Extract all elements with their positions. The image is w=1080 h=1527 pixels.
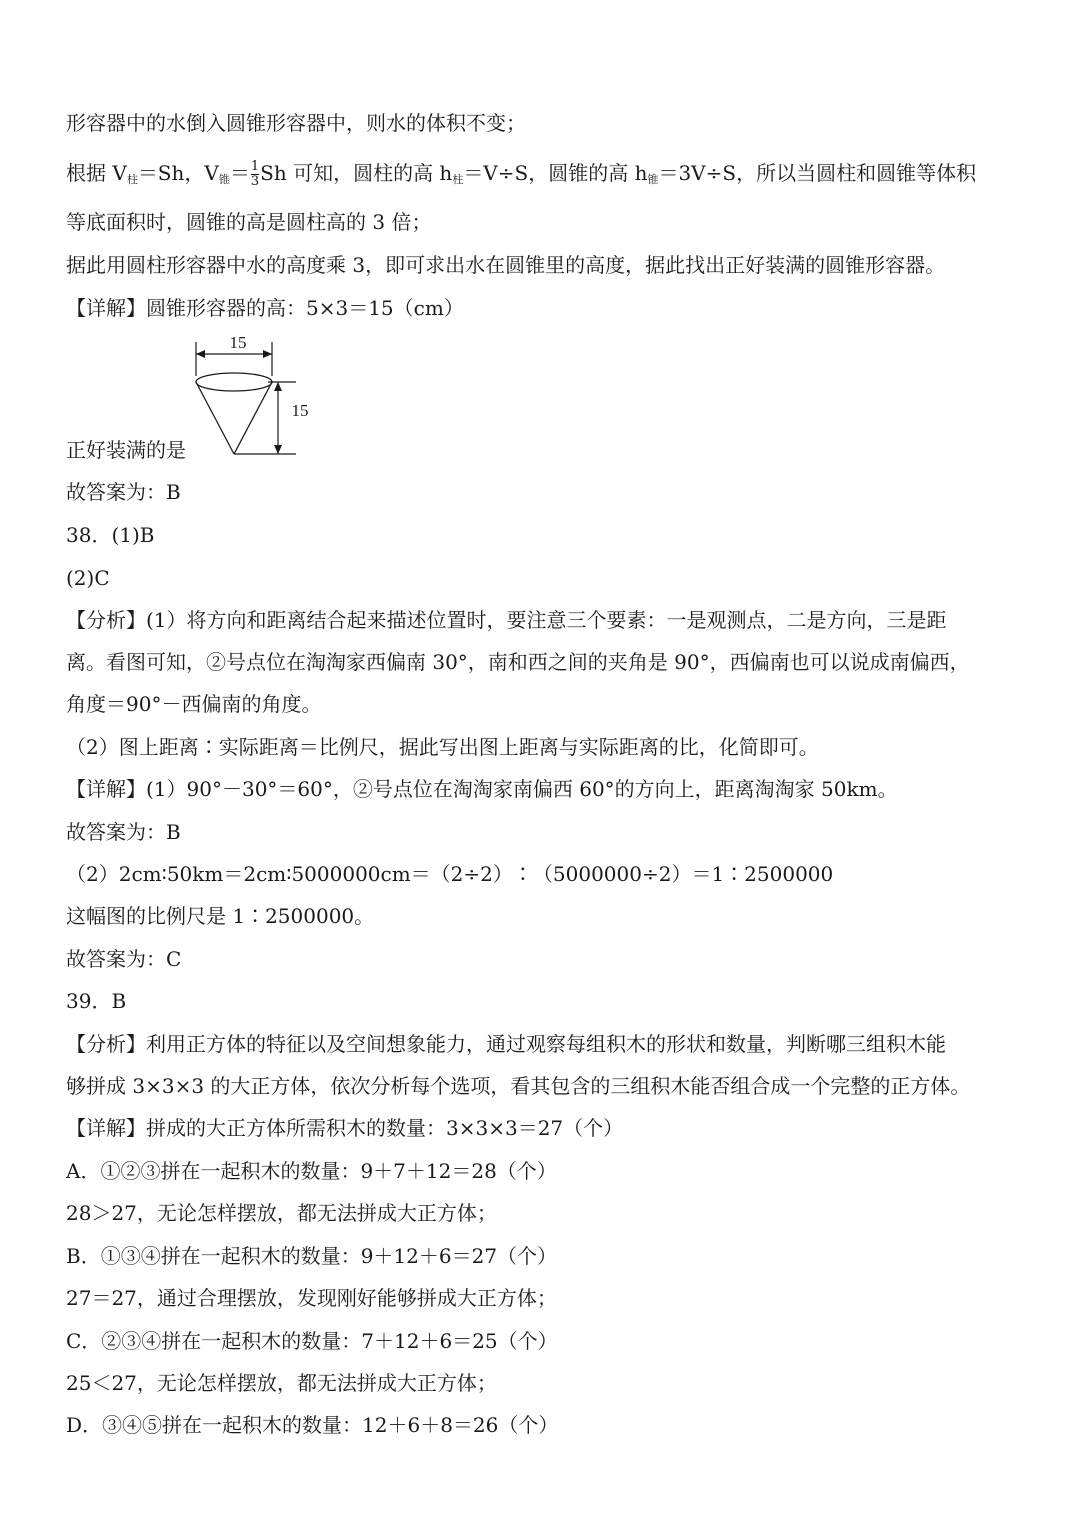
arrowhead [196, 350, 205, 358]
cone-base-ellipse [196, 373, 272, 391]
text-line: (2)C [66, 566, 110, 590]
text-line: 离。看图可知，②号点位在淘淘家西偏南 30°，南和西之间的夹角是 90°，西偏南也可以说成南偏西， [66, 650, 970, 674]
cone-side [196, 382, 234, 454]
text-line: 故答案为：C [66, 947, 182, 971]
text-line: 25＜27，无论怎样摆放，都无法拼成大正方体； [66, 1371, 497, 1395]
text-line: 角度＝90°－西偏南的角度。 [66, 692, 322, 716]
subscript: 锥 [647, 173, 659, 186]
text-line: B．①③④拼在一起积木的数量：9＋12＋6＝27（个） [66, 1244, 558, 1268]
text-line: 形容器中的水倒入圆锥形容器中，则水的体积不变； [66, 111, 526, 135]
text-segment: ＝3V÷S，所以当圆柱和圆锥等体积 [658, 161, 977, 185]
subscript: 柱 [452, 173, 464, 186]
arrowhead [263, 350, 272, 358]
text-line: A．①②③拼在一起积木的数量：9＋7＋12＝28（个） [66, 1159, 557, 1183]
text-line: D．③④⑤拼在一起积木的数量：12＋6＋8＝26（个） [66, 1413, 559, 1437]
text-line: （2）2cm∶50km＝2cm∶5000000cm＝（2÷2）∶（5000000÷2）＝1∶2500000 [66, 862, 834, 886]
text-line: 据此用圆柱形容器中水的高度乘 3，即可求出水在圆锥里的高度，据此找出正好装满的圆锥形容器。 [66, 253, 946, 277]
cone-side [234, 382, 272, 454]
height-label: 15 [291, 401, 308, 420]
arrowhead [274, 382, 282, 391]
text-line: 正好装满的是 [66, 438, 186, 462]
formula-line [66, 160, 976, 193]
arrowhead [274, 445, 282, 454]
subscript: 柱 [126, 173, 138, 186]
width-label: 15 [229, 333, 247, 352]
text-line: 够拼成 3×3×3 的大正方体，依次分析每个选项，看其包含的三组积木能否组合成一个完整的正方体。 [66, 1074, 971, 1098]
text-segment: Sh 可知，圆柱的高 h [260, 161, 453, 185]
text-line: 【分析】(1）将方向和距离结合起来描述位置时，要注意三个要素：一是观测点，二是方向，三是距 [66, 608, 947, 632]
text-line: 等底面积时，圆锥的高是圆柱高的 3 倍； [66, 210, 432, 234]
cone-figure [188, 330, 308, 462]
text-line: 故答案为：B [66, 820, 181, 844]
text-line: 故答案为：B [66, 480, 181, 504]
text-segment: 根据 V [66, 161, 127, 185]
text-line: 【分析】利用正方体的特征以及空间想象能力，通过观察每组积木的形状和数量，判断哪三组积木能 [66, 1032, 946, 1056]
question-number: 39．B [66, 989, 127, 1013]
subscript: 锥 [218, 173, 230, 186]
text-segment: ＝ [229, 161, 250, 185]
fraction-denominator: 3 [250, 174, 260, 189]
text-line: 27＝27，通过合理摆放，发现刚好能够拼成大正方体； [66, 1286, 557, 1310]
fraction [251, 161, 259, 188]
text-line: 【详解】拼成的大正方体所需积木的数量：3×3×3＝27（个） [66, 1116, 624, 1140]
text-segment: ＝Sh，V [137, 161, 219, 185]
question-number: 38．(1)B [66, 523, 155, 547]
text-line: C．②③④拼在一起积木的数量：7＋12＋6＝25（个） [66, 1329, 558, 1353]
text-line: 【详解】圆锥形容器的高：5×3＝15（cm） [66, 296, 464, 320]
text-segment: ＝V÷S，圆锥的高 h [463, 161, 648, 185]
text-line: 【详解】(1）90°－30°＝60°，②号点位在淘淘家南偏西 60°的方向上，距离淘淘家 50km。 [66, 777, 898, 801]
text-line: 这幅图的比例尺是 1∶2500000。 [66, 904, 375, 928]
fraction-numerator: 1 [250, 159, 260, 174]
text-line: 28＞27，无论怎样摆放，都无法拼成大正方体； [66, 1201, 497, 1225]
text-line: （2）图上距离∶实际距离＝比例尺，据此写出图上距离与实际距离的比，化简即可。 [66, 735, 819, 759]
